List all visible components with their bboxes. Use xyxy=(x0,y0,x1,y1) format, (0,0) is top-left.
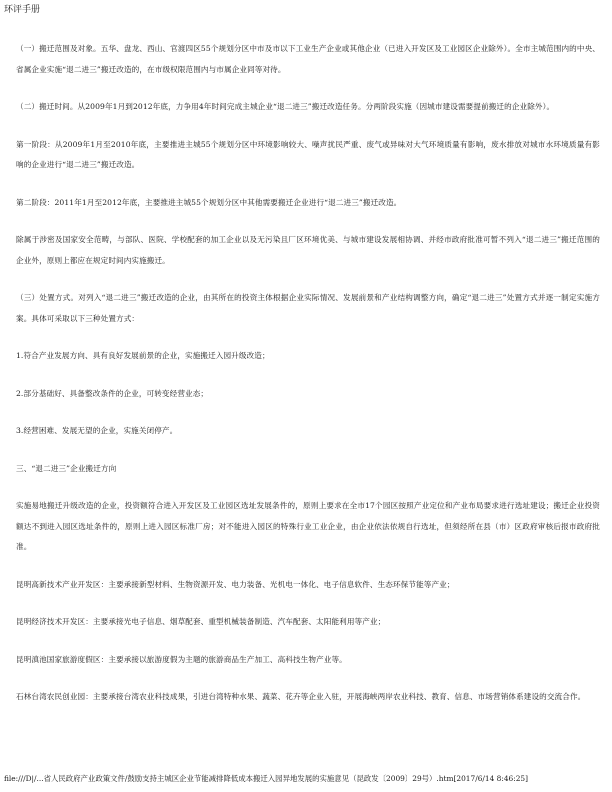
paragraph-disposal-method: （三）处置方式。对列入“退二进三”搬迁改造的企业，由其所在的投资主体根据企业实际情况、发展前景和产业结构调整方向，确定“退二进三”处置方式并逐一制定实施方案。具体可采取以下三种处置方式： xyxy=(16,293,600,323)
page-footer-path: file:///D|/...省人民政府产业政策文件/鼓励支持主城区企业节能减排降低成本搬迁入园异地发展的实施意见（昆政发〔2009〕29号）.htm[2017/6/14 8:46:25] xyxy=(4,774,529,783)
page-header-title: 环评手册 xyxy=(4,5,41,15)
list-item-option-3: 3.经营困难、发展无望的企业，实施关闭停产。 xyxy=(16,426,178,435)
list-item-option-1: 1.符合产业发展方向、具有良好发展前景的企业，实施搬迁入园升级改造； xyxy=(16,351,270,360)
paragraph-phase-one: 第一阶段：从2009年1月至2010年底，主要推进主城55个规划分区中环境影响较大、噪声扰民严重、废气或异味对大气环境质量有影响，废水排放对城市水环境质量有影响的企业进行“退二进三”搬迁改造。 xyxy=(16,139,600,169)
paragraph-time: （二）搬迁时间。从2009年1月到2012年底，力争用4年时间完成主城企业“退二进三”搬迁改造任务。分两阶段实施（因城市建设需要提前搬迁的企业除外）。 xyxy=(16,102,555,111)
paragraph-shilin-taiwan-park: 石林台湾农民创业园：主要承接台湾农业科技成果，引进台湾特种水果、蔬菜、花卉等企业入驻，开展海峡两岸农业科技、教育、信息、市场营销体系建设的交流合作。 xyxy=(16,692,586,701)
paragraph-scope: （一）搬迁范围及对象。五华、盘龙、西山、官渡四区55个规划分区中市及市以下工业生产企业或其他企业（已进入开发区及工业园区企业除外）。全市主城范围内的中央、省属企业实施“退二进三”搬迁改造的，在市级权限范围内与市属企业同等对待。 xyxy=(16,44,600,74)
paragraph-phase-two: 第二阶段：2011年1月至2012年底，主要推进主城55个规划分区中其他需要搬迁企业进行“退二进三”搬迁改造。 xyxy=(16,197,402,207)
section-heading-relocation-direction: 三、“退二进三”企业搬迁方向 xyxy=(16,463,117,473)
paragraph-economic-zone: 昆明经济技术开发区：主要承接光电子信息、烟草配套、重型机械装备制造、汽车配套、太阳能利用等产业； xyxy=(16,617,386,626)
document-body xyxy=(16,39,600,725)
list-item-option-2: 2.部分基础好、具备整改条件的企业，可转变经营业态； xyxy=(16,388,209,398)
paragraph-dianchi-resort: 昆明滇池国家旅游度假区：主要承接以旅游度假为主题的旅游商品生产加工、高科技生物产业等。 xyxy=(16,654,347,664)
paragraph-hightech-zone: 昆明高新技术产业开发区：主要承接新型材料、生物资源开发、电力装备、光机电一体化、电子信息软件、生态环保节能等产业； xyxy=(16,579,455,589)
paragraph-exemptions: 除属于涉密及国家安全范畴，与部队、医院、学校配套的加工企业以及无污染且厂区环境优美、与城市建设发展相协调、并经市政府批准可暂不列入“退二进三”搬迁范围的企业外，原则上都应在规定时间内实施搬迁。 xyxy=(16,235,600,265)
paragraph-relocation-rules: 实施易地搬迁升级改造的企业，投资额符合进入开发区及工业园区选址发展条件的，原则上要求在全市17个园区按照产业定位和产业布局要求进行选址建设；搬迁企业投资额达不到进入园区选址条件的，原则上进入园区标准厂房；对不能进入园区的特殊行业工业企业，由企业依法依规自行选址，但须经所在县（市）区政府审核后报市政府批准。 xyxy=(16,501,600,551)
